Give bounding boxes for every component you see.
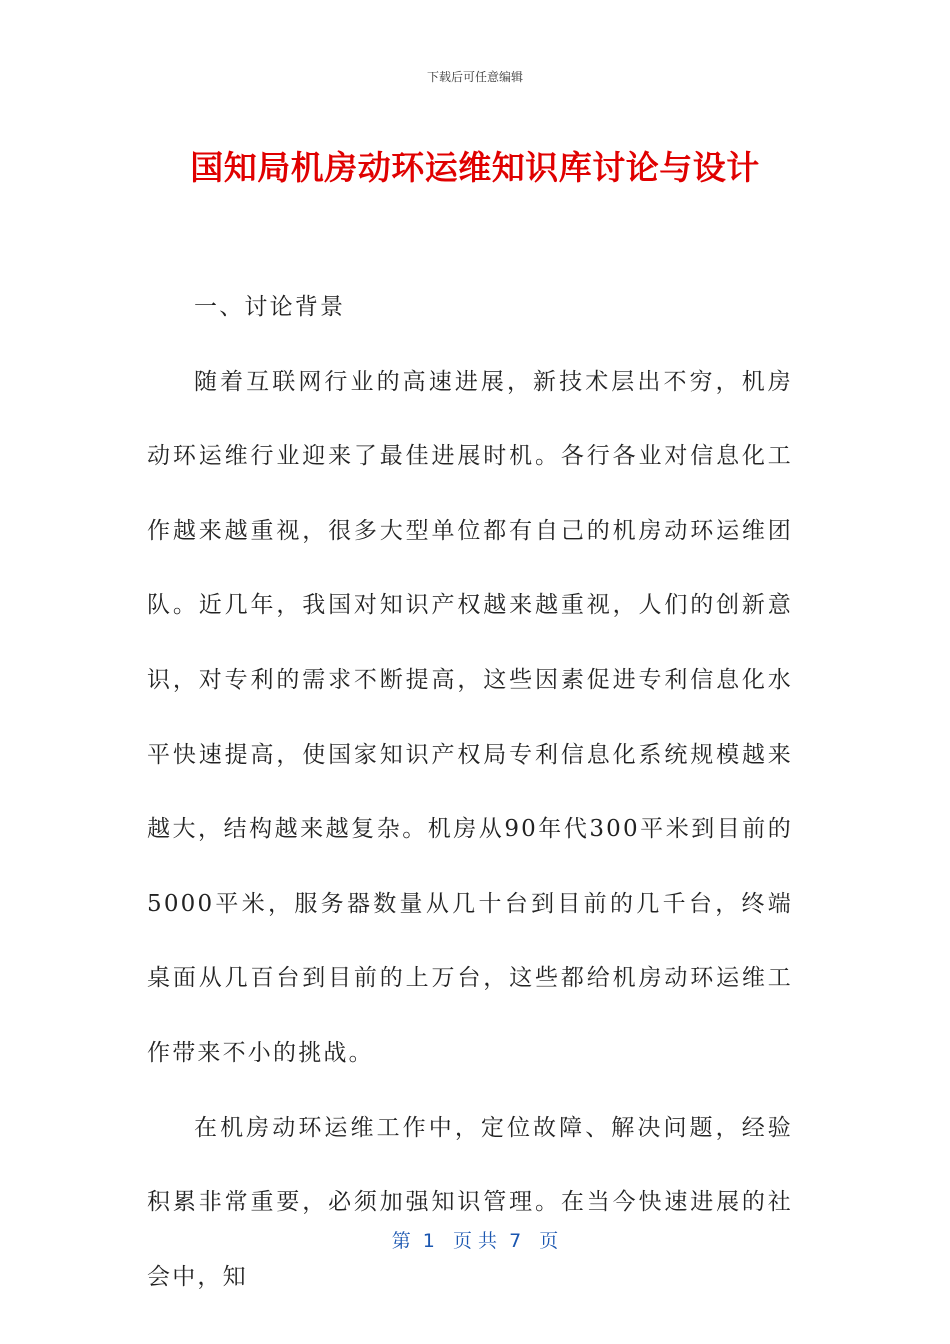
page-footer: 第 1 页 共 7 页 bbox=[391, 1230, 559, 1252]
section-heading: 一、讨论背景 bbox=[194, 294, 346, 320]
body-paragraph-1: 随着互联网行业的高速进展，新技术层出不穷，机房动环运维行业迎来了最佳进展时机。各行各业对信息化工作越来越重视，很多大型单位都有自己的机房动环运维团队。近几年，我国对知识产权越来越重视，人们的创新意识，对专利的需求不断提高，这些因素促进专利信息化水平快速提高，使国家知识产权局专利信息化系统规模越来越大，结构越来越复杂。机房从90年代300平米到目前的5000平米，服务器数量从几十台到目前的几千台，终端桌面从几百台到目前的上万台，这些都给机房动环运维工作带来不小的挑战。 bbox=[147, 368, 793, 1066]
header-note: 下载后可任意编辑 bbox=[426, 70, 523, 84]
body-paragraph-2: 在机房动环运维工作中，定位故障、解决问题，经验积累非常重要，必须加强知识管理。在当今快速进展的社会中，知 bbox=[147, 1114, 793, 1290]
document-title: 国知局机房动环运维知识库讨论与设计 bbox=[190, 148, 760, 187]
document-body bbox=[147, 270, 793, 1314]
